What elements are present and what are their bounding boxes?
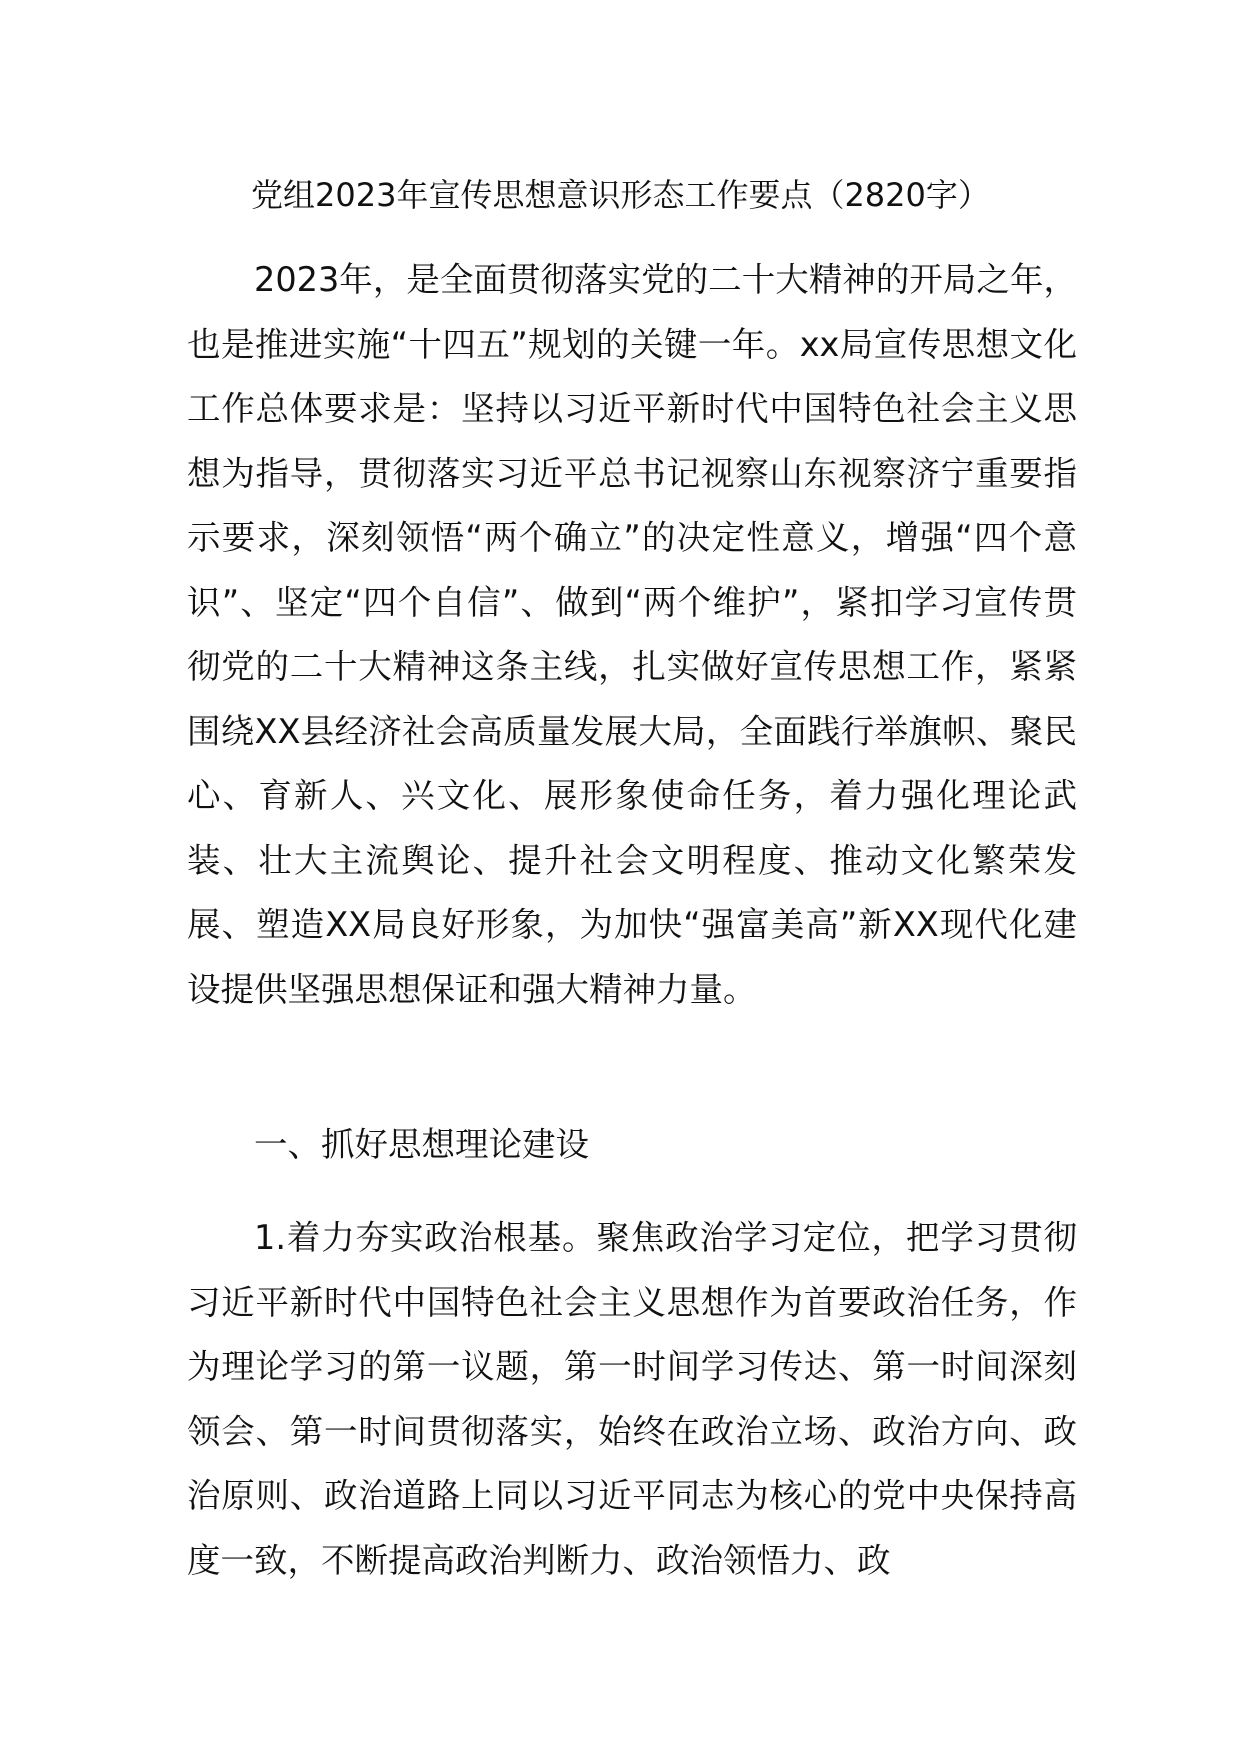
section-heading: 一、抓好思想理论建设	[254, 1125, 589, 1164]
intro-paragraph: 2023年，是全面贯彻落实党的二十大精神的开局之年，也是推进实施“十四五”规划的关键一年。xx局宣传思想文化工作总体要求是：坚持以习近平新时代中国特色社会主义思想为指导，贯彻落实习近平总书记视察山东视察济宁重要指示要求，深刻领悟“两个确立”的决定性意义，增强“四个意识”、坚定“四个自信”、做到“两个维护”，紧扣学习宣传贯彻党的二十大精神这条主线，扎实做好宣传思想工作，紧紧围绕XX县经济社会高质量发展大局，全面践行举旗帜、聚民心、育新人、兴文化、展形象使命任务，着力强化理论武装、壮大主流舆论、提升社会文明程度、推动文化繁荣发展、塑造XX局良好形象，为加快“强富美高”新XX现代化建设提供坚强思想保证和强大精神力量。	[187, 260, 1077, 1009]
section-paragraph: 1.着力夯实政治根基。聚焦政治学习定位，把学习贯彻习近平新时代中国特色社会主义思想作为首要政治任务，作为理论学习的第一议题，第一时间学习传达、第一时间深刻领会、第一时间贯彻落实，始终在政治立场、政治方向、政治原则、政治道路上同以习近平同志为核心的党中央保持高度一致，不断提高政治判断力、政治领悟力、政	[187, 1218, 1077, 1580]
document-title: 党组2023年宣传思想意识形态工作要点（2820字）	[251, 176, 990, 214]
